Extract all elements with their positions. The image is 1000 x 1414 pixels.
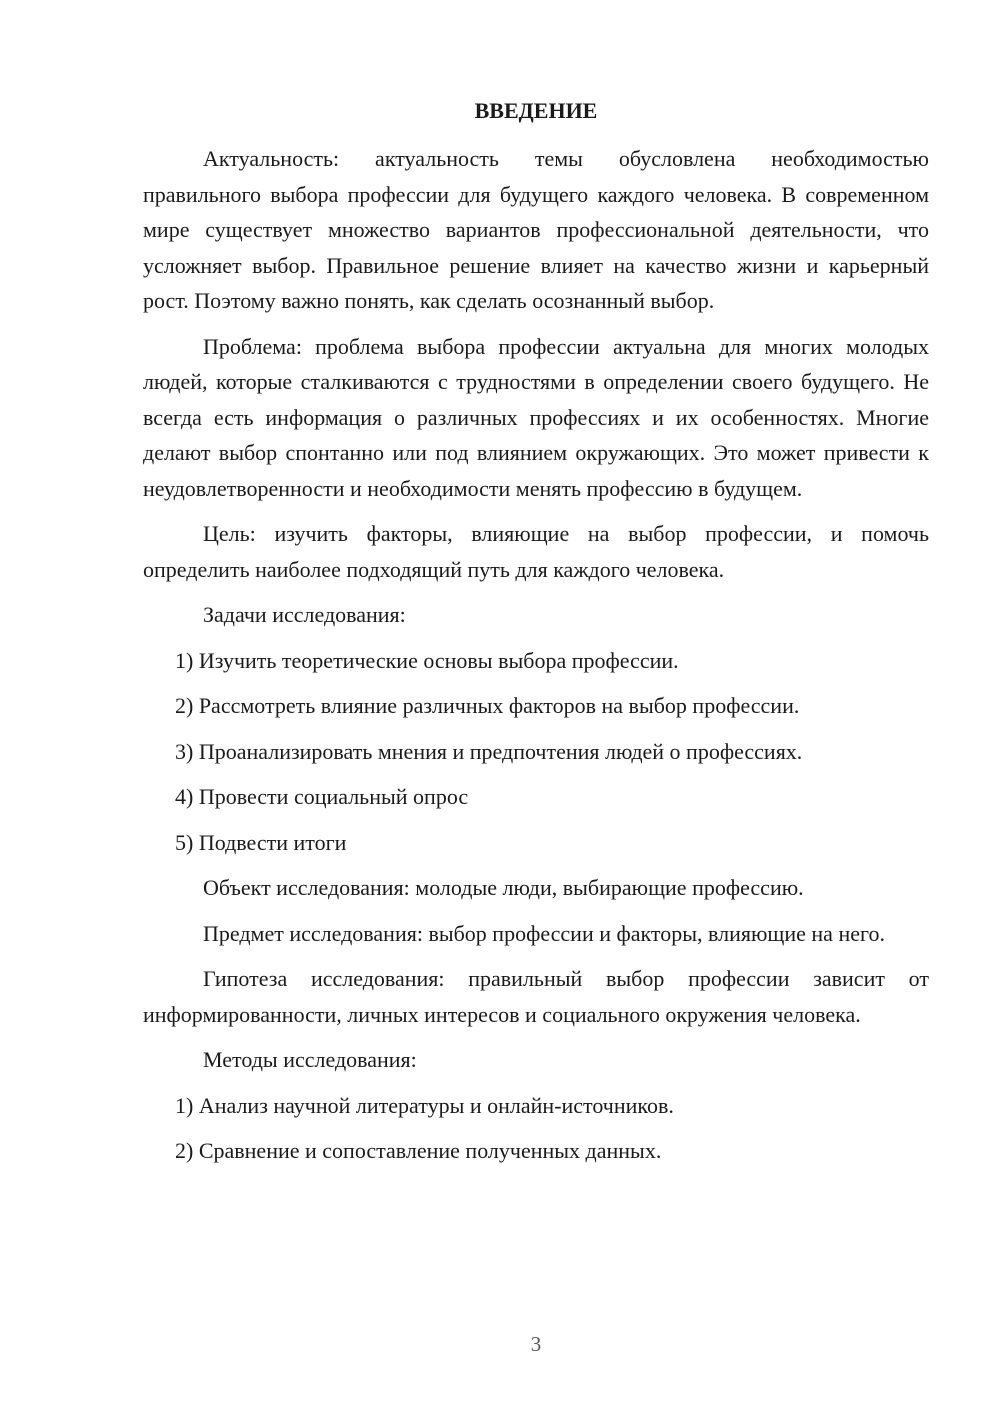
methods-heading: Методы исследования: bbox=[203, 1047, 417, 1072]
relevance-paragraph: Актуальность: актуальность темы обусловлена необходимостью правильного выбора профессии для будущего каждого человека. В современном мире существует множество вариантов профессиональной деятельности, что усложняет выбор. Правильное решение влияет на качество жизни и карьерный рост. Поэтому важно понять, как сделать осознанный выбор. bbox=[143, 146, 929, 313]
tasks-heading: Задачи исследования: bbox=[203, 602, 406, 627]
list-item: 3) Проанализировать мнения и предпочтения людей о профессиях. bbox=[175, 738, 803, 764]
subject-paragraph: Предмет исследования: выбор профессии и факторы, влияющие на него. bbox=[203, 920, 885, 946]
tasks-list bbox=[143, 643, 929, 861]
list-item: 1) Анализ научной литературы и онлайн-источников. bbox=[175, 1092, 674, 1118]
document-body bbox=[143, 141, 929, 1179]
problem-paragraph: Проблема: проблема выбора профессии актуальна для многих молодых людей, которые сталкиваются с трудностями в определении своего будущего. Не всегда есть информация о различных профессиях и их особенностях. Многие делают выбор спонтанно или под влиянием окружающих. Это может привести к неудовлетворенности и необходимости менять профессию в будущем. bbox=[143, 333, 929, 501]
page-title: ВВЕДЕНИЕ bbox=[474, 98, 598, 123]
list-item: 2) Рассмотреть влияние различных факторов на выбор профессии. bbox=[175, 693, 800, 718]
list-item: 1) Изучить теоретические основы выбора профессии. bbox=[175, 647, 679, 673]
list-item: 5) Подвести итоги bbox=[175, 829, 347, 855]
page-number: 3 bbox=[530, 1332, 542, 1356]
list-item: 2) Сравнение и сопоставление полученных данных. bbox=[175, 1138, 662, 1163]
goal-paragraph: Цель: изучить факторы, влияющие на выбор профессии, и помочь определить наиболее подходящий путь для каждого человека. bbox=[143, 521, 929, 582]
hypothesis-paragraph: Гипотеза исследования: правильный выбор профессии зависит от информированности, личных интересов и социального окружения человека. bbox=[143, 966, 929, 1027]
object-paragraph: Объект исследования: молодые люди, выбирающие профессию. bbox=[203, 875, 804, 900]
list-item: 4) Провести социальный опрос bbox=[175, 784, 469, 809]
methods-list bbox=[143, 1088, 929, 1169]
